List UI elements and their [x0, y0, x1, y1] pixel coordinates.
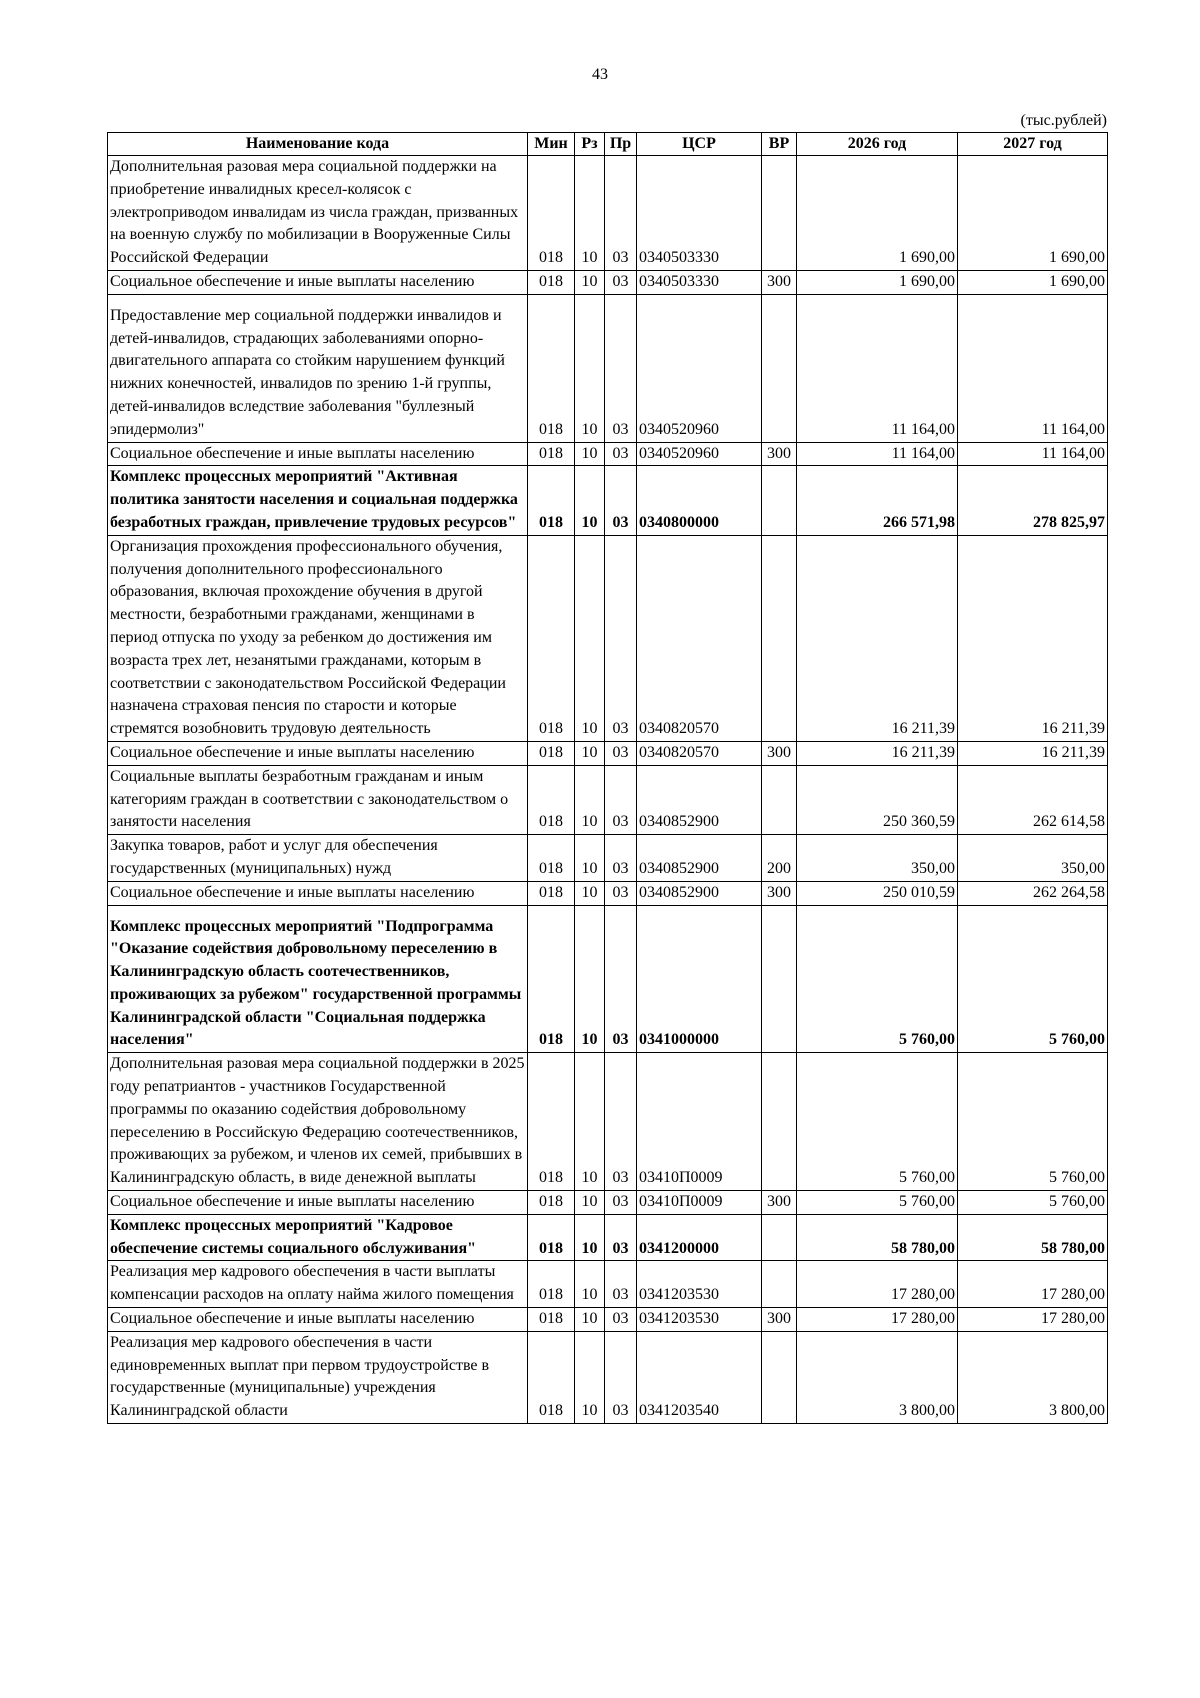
row-rz: 10 — [575, 270, 605, 294]
row-pr: 03 — [605, 466, 637, 535]
row-vr: 300 — [762, 270, 797, 294]
row-2027: 1 690,00 — [958, 156, 1108, 271]
row-vr — [762, 905, 797, 1053]
row-csr: 0340820570 — [637, 535, 762, 741]
row-2027: 3 800,00 — [958, 1331, 1108, 1423]
row-csr: 0341200000 — [637, 1214, 762, 1261]
row-csr: 0340820570 — [637, 741, 762, 765]
row-csr: 0340852900 — [637, 765, 762, 834]
row-name: Реализация мер кадрового обеспечения в части выплаты компенсации расходов на оплату найма жилого помещения — [108, 1261, 528, 1308]
row-pr: 03 — [605, 905, 637, 1053]
row-2027: 5 760,00 — [958, 1191, 1108, 1215]
row-2027: 16 211,39 — [958, 741, 1108, 765]
header-2027: 2027 год — [958, 133, 1108, 156]
row-vr — [762, 156, 797, 271]
table-row — [108, 1261, 1108, 1308]
row-vr: 300 — [762, 1308, 797, 1332]
header-min: Мин — [528, 133, 575, 156]
row-name: Дополнительная разовая мера социальной поддержки в 2025 году репатриантов - участников Государственной программы по оказанию содействия добровольному переселению в Российскую Федерацию соотечественников, проживающих за рубежом, и членов их семей, прибывших в Калининградскую область, в виде денежной выплаты — [108, 1053, 528, 1191]
row-pr: 03 — [605, 156, 637, 271]
row-csr: 0340520960 — [637, 294, 762, 442]
row-pr: 03 — [605, 1331, 637, 1423]
row-vr: 300 — [762, 741, 797, 765]
row-min: 018 — [528, 535, 575, 741]
header-vr: ВР — [762, 133, 797, 156]
table-row — [108, 442, 1108, 466]
row-min: 018 — [528, 1331, 575, 1423]
row-vr — [762, 466, 797, 535]
row-rz: 10 — [575, 1191, 605, 1215]
row-rz: 10 — [575, 466, 605, 535]
table-row-program — [108, 905, 1108, 1053]
row-2026: 16 211,39 — [797, 741, 958, 765]
row-name: Социальное обеспечение и иные выплаты населению — [108, 741, 528, 765]
row-pr: 03 — [605, 1261, 637, 1308]
table-row-program — [108, 1214, 1108, 1261]
row-min: 018 — [528, 156, 575, 271]
row-2026: 5 760,00 — [797, 905, 958, 1053]
row-name: Социальное обеспечение и иные выплаты населению — [108, 442, 528, 466]
header-name: Наименование кода — [108, 133, 528, 156]
row-name: Социальное обеспечение и иные выплаты населению — [108, 270, 528, 294]
row-2026: 17 280,00 — [797, 1308, 958, 1332]
row-2027: 5 760,00 — [958, 905, 1108, 1053]
row-rz: 10 — [575, 1261, 605, 1308]
table-row — [108, 294, 1108, 442]
row-2027: 5 760,00 — [958, 1053, 1108, 1191]
row-pr: 03 — [605, 1053, 637, 1191]
row-min: 018 — [528, 765, 575, 834]
table-row — [108, 1191, 1108, 1215]
row-rz: 10 — [575, 881, 605, 905]
row-vr — [762, 535, 797, 741]
row-2026: 17 280,00 — [797, 1261, 958, 1308]
row-pr: 03 — [605, 881, 637, 905]
row-vr: 300 — [762, 1191, 797, 1215]
header-rz: Рз — [575, 133, 605, 156]
row-name: Предоставление мер социальной поддержки инвалидов и детей-инвалидов, страдающих заболеваниями опорно-двигательного аппарата со стойким нарушением функций нижних конечностей, инвалидов по зрению 1-й группы, детей-инвалидов вследствие заболевания "буллезный эпидермолиз" — [108, 294, 528, 442]
row-2027: 17 280,00 — [958, 1308, 1108, 1332]
row-name: Дополнительная разовая мера социальной поддержки на приобретение инвалидных кресел-колясок с электроприводом инвалидам из числа граждан, призванных на военную службу по мобилизации в Вооруженные Силы Российской Федерации — [108, 156, 528, 271]
table-row — [108, 741, 1108, 765]
row-2027: 58 780,00 — [958, 1214, 1108, 1261]
row-csr: 0341203530 — [637, 1308, 762, 1332]
row-pr: 03 — [605, 1214, 637, 1261]
row-2027: 262 264,58 — [958, 881, 1108, 905]
row-name: Закупка товаров, работ и услуг для обеспечения государственных (муниципальных) нужд — [108, 835, 528, 882]
row-min: 018 — [528, 270, 575, 294]
table-row — [108, 881, 1108, 905]
header-pr: Пр — [605, 133, 637, 156]
row-vr — [762, 1261, 797, 1308]
row-rz: 10 — [575, 765, 605, 834]
page-number: 43 — [592, 66, 608, 83]
row-pr: 03 — [605, 294, 637, 442]
row-csr: 0340503330 — [637, 270, 762, 294]
table-row — [108, 535, 1108, 741]
row-min: 018 — [528, 881, 575, 905]
row-csr: 03410П0009 — [637, 1053, 762, 1191]
row-2027: 17 280,00 — [958, 1261, 1108, 1308]
row-name: Социальное обеспечение и иные выплаты населению — [108, 1191, 528, 1215]
table-row — [108, 156, 1108, 271]
row-2026: 11 164,00 — [797, 442, 958, 466]
units-label: (тыс.рублей) — [1020, 112, 1107, 129]
table-row — [108, 1053, 1108, 1191]
row-min: 018 — [528, 741, 575, 765]
row-2026: 1 690,00 — [797, 270, 958, 294]
row-name: Реализация мер кадрового обеспечения в части единовременных выплат при первом трудоустройстве в государственные (муниципальные) учреждения Калининградской области — [108, 1331, 528, 1423]
row-pr: 03 — [605, 741, 637, 765]
row-2026: 3 800,00 — [797, 1331, 958, 1423]
row-rz: 10 — [575, 442, 605, 466]
row-2026: 1 690,00 — [797, 156, 958, 271]
row-rz: 10 — [575, 1053, 605, 1191]
row-2027: 16 211,39 — [958, 535, 1108, 741]
row-min: 018 — [528, 1214, 575, 1261]
row-csr: 0340800000 — [637, 466, 762, 535]
row-csr: 0340852900 — [637, 881, 762, 905]
row-2026: 16 211,39 — [797, 535, 958, 741]
table-row — [108, 1308, 1108, 1332]
row-name: Организация прохождения профессионального обучения, получения дополнительного профессионального образования, включая прохождение обучения в другой местности, безработными гражданами, женщинами в период отпуска по уходу за ребенком до достижения им возраста трех лет, незанятыми гражданами, которым в соответствии с законодательством Российской Федерации назначена страховая пенсия по старости и которые стремятся возобновить трудовую деятельность — [108, 535, 528, 741]
row-pr: 03 — [605, 835, 637, 882]
row-2027: 11 164,00 — [958, 294, 1108, 442]
row-pr: 03 — [605, 270, 637, 294]
row-2026: 5 760,00 — [797, 1053, 958, 1191]
row-2027: 262 614,58 — [958, 765, 1108, 834]
row-vr: 300 — [762, 881, 797, 905]
row-vr — [762, 1214, 797, 1261]
row-2026: 250 010,59 — [797, 881, 958, 905]
row-2027: 11 164,00 — [958, 442, 1108, 466]
row-vr: 300 — [762, 442, 797, 466]
row-2027: 278 825,97 — [958, 466, 1108, 535]
table-row — [108, 270, 1108, 294]
row-name: Комплекс процессных мероприятий "Кадровое обеспечение системы социального обслуживания" — [108, 1214, 528, 1261]
row-vr — [762, 294, 797, 442]
row-rz: 10 — [575, 294, 605, 442]
row-2026: 250 360,59 — [797, 765, 958, 834]
row-rz: 10 — [575, 741, 605, 765]
row-vr: 200 — [762, 835, 797, 882]
row-min: 018 — [528, 466, 575, 535]
budget-table — [107, 132, 1108, 1424]
row-min: 018 — [528, 835, 575, 882]
table-header-row — [108, 133, 1108, 156]
row-csr: 0340503330 — [637, 156, 762, 271]
header-csr: ЦСР — [637, 133, 762, 156]
row-2026: 58 780,00 — [797, 1214, 958, 1261]
row-pr: 03 — [605, 535, 637, 741]
row-pr: 03 — [605, 1308, 637, 1332]
row-2026: 5 760,00 — [797, 1191, 958, 1215]
row-2026: 11 164,00 — [797, 294, 958, 442]
table-row — [108, 1331, 1108, 1423]
row-csr: 03410П0009 — [637, 1191, 762, 1215]
row-rz: 10 — [575, 905, 605, 1053]
row-csr: 0340520960 — [637, 442, 762, 466]
row-name: Социальные выплаты безработным гражданам и иным категориям граждан в соответствии с законодательством о занятости населения — [108, 765, 528, 834]
row-min: 018 — [528, 1261, 575, 1308]
row-csr: 0340852900 — [637, 835, 762, 882]
row-min: 018 — [528, 294, 575, 442]
row-csr: 0341203540 — [637, 1331, 762, 1423]
row-min: 018 — [528, 1191, 575, 1215]
row-rz: 10 — [575, 835, 605, 882]
row-name: Комплекс процессных мероприятий "Подпрограмма "Оказание содействия добровольному переселению в Калининградскую область соотечественников, проживающих за рубежом" государственной программы Калининградской области "Социальная поддержка населения" — [108, 905, 528, 1053]
row-min: 018 — [528, 1053, 575, 1191]
row-2026: 350,00 — [797, 835, 958, 882]
row-pr: 03 — [605, 765, 637, 834]
row-csr: 0341203530 — [637, 1261, 762, 1308]
row-vr — [762, 765, 797, 834]
row-2027: 350,00 — [958, 835, 1108, 882]
row-csr: 0341000000 — [637, 905, 762, 1053]
row-name: Социальное обеспечение и иные выплаты населению — [108, 1308, 528, 1332]
row-2027: 1 690,00 — [958, 270, 1108, 294]
row-rz: 10 — [575, 535, 605, 741]
row-min: 018 — [528, 1308, 575, 1332]
row-rz: 10 — [575, 1308, 605, 1332]
table-row — [108, 765, 1108, 834]
row-rz: 10 — [575, 1214, 605, 1261]
row-rz: 10 — [575, 156, 605, 271]
row-min: 018 — [528, 905, 575, 1053]
row-name: Комплекс процессных мероприятий "Активная политика занятости населения и социальная поддержка безработных граждан, привлечение трудовых ресурсов" — [108, 466, 528, 535]
row-name: Социальное обеспечение и иные выплаты населению — [108, 881, 528, 905]
row-min: 018 — [528, 442, 575, 466]
header-2026: 2026 год — [797, 133, 958, 156]
row-vr — [762, 1331, 797, 1423]
table-row-program — [108, 466, 1108, 535]
row-pr: 03 — [605, 1191, 637, 1215]
table-row — [108, 835, 1108, 882]
row-rz: 10 — [575, 1331, 605, 1423]
row-pr: 03 — [605, 442, 637, 466]
row-2026: 266 571,98 — [797, 466, 958, 535]
row-vr — [762, 1053, 797, 1191]
